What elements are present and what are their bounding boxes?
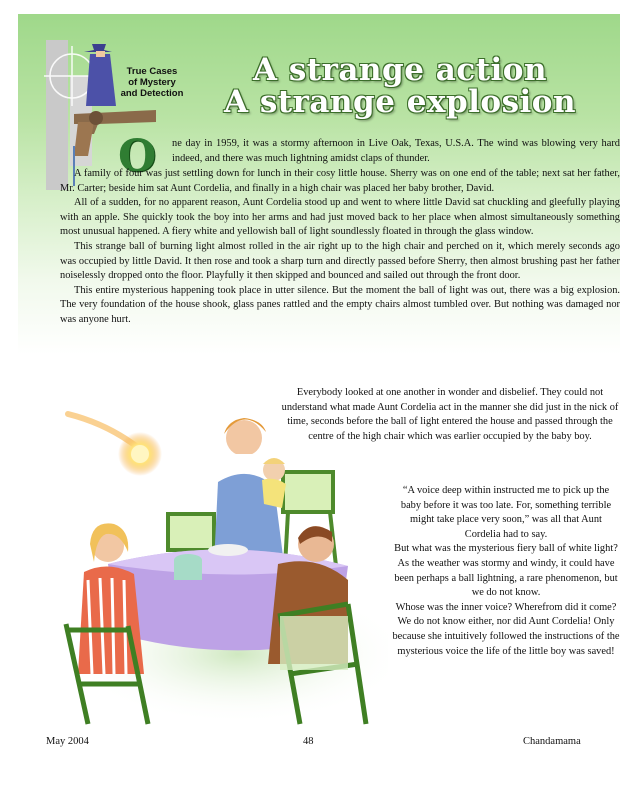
family-scene-illustration — [48, 394, 388, 734]
paragraph-3: All of a sudden, for no apparent reason, Aunt Cordelia stood up and went to where little David sat chuckling and gleefully playing with an apple. She quickly took the boy into her arms and had just moved back to her place when almost simultaneously something most unusual happened. A fiery white and yellowish ball of light soundlessly floated in through the glass window. — [60, 197, 620, 238]
ball-lightning — [68, 414, 162, 476]
paragraph-9: Whose was the inner voice? Wherefrom did it come? We do not know either, nor did Aunt Cordelia! Only because she intuitively followed the instructions of the mysterious voice the life of the little boy was saved! — [392, 601, 620, 657]
chair-back-left — [168, 514, 214, 550]
wrapped-paragraph-2 — [392, 484, 620, 659]
footer-date: May 2004 — [46, 736, 89, 747]
intro-paragraph — [172, 137, 620, 166]
wrapped-paragraph-1 — [280, 386, 620, 444]
series-label-line-1: True Cases — [126, 66, 178, 77]
paragraph-7: “A voice deep within instructed me to pick up the baby before it was too late. For, something terrible might take place very soon,” was all that Aunt Cordelia had to say. — [400, 485, 612, 540]
baby-david-figure — [262, 458, 286, 508]
series-label-line-2: of Mystery — [128, 77, 176, 88]
title-line-2: A strange explosion — [223, 84, 577, 120]
paragraph-5: This entire mysterious happening took place in utter silence. But the moment the ball of light was out, there was a big explosion. The very foundation of the house shook, glass panes rattled and the empty chairs almost tumbled over. But nothing was damaged nor was anyone hurt. — [60, 284, 620, 325]
series-label — [112, 66, 192, 99]
magazine-page — [18, 14, 620, 754]
footer-page-number: 48 — [303, 736, 314, 747]
paragraph-6: Everybody looked at one another in wonder and disbelief. They could not understand what made Aunt Cordelia act in the manner she did just in the nick of time, seconds before the ball of light entered the house and passed through the centre of the high chair which was earlier occupied by the baby boy. — [281, 387, 619, 442]
intro-text: ne day in 1959, it was a stormy afternoon in Live Oak, Texas, U.S.A. The wind was blowing very hard indeed, and there was much lightning amidst claps of thunder. — [172, 138, 620, 164]
paragraph-4: This strange ball of burning light almost rolled in the air right up to the high chair and perched on it, which merely seconds ago was occupied by little David. It then rose and took a sharp turn and directly passed before Sherry, then almost brushing past her father noiselessly dropped onto the floor. Playfully it then skipped and bounced and sailed out through the front door. — [60, 240, 620, 282]
paragraph-2: A family of four was just settling down for lunch in their cosy little house. Sherry was on one end of the table; next sat her father, Mr. Carter; beside him sat Aunt Cordelia, and finally in a high chair was placed her baby brother, David. — [60, 168, 620, 194]
article-body — [60, 167, 620, 328]
footer-magazine-name: Chandamama — [523, 736, 581, 747]
title-line-1: A strange action — [252, 52, 548, 88]
series-label-line-3: and Detection — [120, 88, 184, 99]
article-title — [200, 54, 600, 118]
drop-cap: O — [118, 131, 157, 182]
paragraph-8: But what was the mysterious fiery ball of white light? As the weather was stormy and windy, it could have been perhaps a ball lightning, a rare phenomenon, but we do not know. — [394, 543, 618, 599]
illustration — [48, 394, 388, 734]
